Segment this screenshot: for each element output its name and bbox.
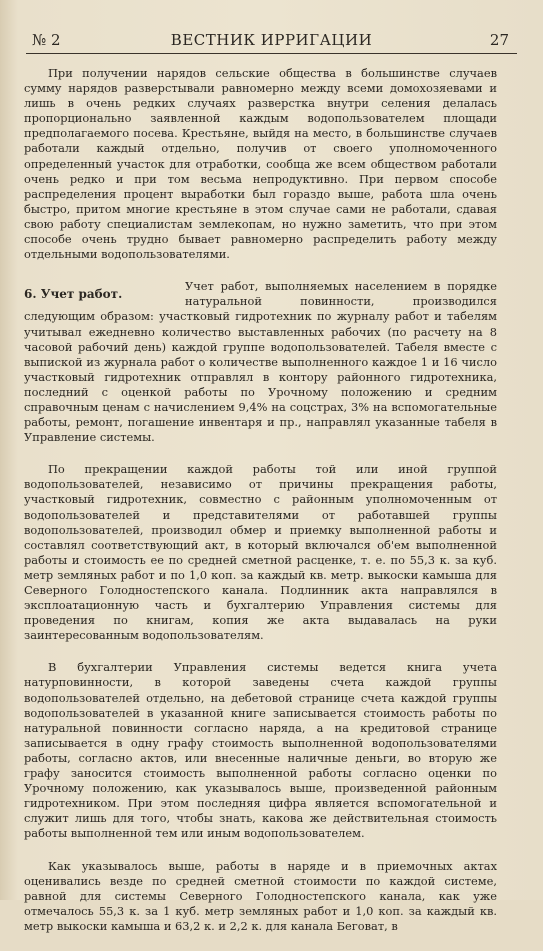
paragraph-2: Учет работ, выполняемых населением в порядке натуральной повинности, производился следующим образом: участковый гидротехник по журналу работ и табелям учитывал ежедневно количество выставленных рабочих (по расчету на 8 часовой рабочий день) каждой группе водопользователей. Табеля вместе с выпиской из журнала работ о количестве выполненного каждое 1 и 16 число участковый гидротехник отправлял в контору районного гидротехника, последний с оценкой работы по Урочному положению и средним справочным ценам с начислением 9,4% на соцстрах, 3% на вспомогательные работы, ремонт, погашение инвентаря и пр., направлял указанные табеля в Управление системы.	[24, 279, 497, 445]
paragraph-1: При получении нарядов сельские общества в большинстве случаев сумму нарядов разверстывали равномерно между всеми домохозяевами и лишь в очень редких случаях разверстка внутри селения делалась пропорционально заявленной каждым водопользователем площади предполагаемого посева. Крестьяне, выйдя на место, в большинстве случаев работали каждый отдельно, получив от своего уполномоченного определенный участок для отработки, сообща же всем обществом работали очень редко и при том весьма непродуктивно. При первом способе распределения процент выработки был гораздо выше, работа шла очень быстро, притом многие крестьяне в этом случае сами не работали, сдавая свою работу специалистам землекопам, но нужно заметить, что при этом способе очень трудно бывает равномерно распределить работу между отдельными водопользователями.	[24, 66, 497, 262]
paragraph-3: По прекращении каждой работы той или иной группой водопользователей, независимо от причины прекращения работы, участковый гидротехник, совместно с районным уполномоченным от водопользователей и представителями от работавшей группы водопользователей, производил обмер и приемку выполненной работы и составлял соответствующий акт, в который включался об'ем выполненной работы и стоимость ее по средней сметной расценке, т. е. по 55,3 к. за куб. метр земляных работ и по 1,0 коп. за каждый кв. метр. выкоски камыша для Северного Голодностепского канала. Подлинник акта направлялся в эксплоатационную часть и бухгалтерию Управления системы для проведения по книгам, копия же акта выдавалась на руки заинтересованным водопользователям.	[24, 462, 497, 643]
running-header	[26, 29, 517, 54]
issue-number: № 2	[32, 31, 61, 49]
page-number: 27	[489, 31, 509, 49]
paragraph-4: В бухгалтерии Управления системы ведется книга учета натурповинности, в которой заведены счета каждой группы водопользователей отдельно, на дебетовой странице счета каждой группы водопользователей в указанной книге записывается стоимость работы по натуральной повинности согласно наряда, а на кредитовой странице записывается в одну графу стоимость выполненной водопользователями работы, согласно актов, или внесенные наличные деньги, во вторую же графу заносится стоимость выполненной работы согласно оценки по Урочному положению, как указывалось выше, произведенной районным гидротехником. При этом последняя цифра является вспомогательной и служит лишь для того, чтобы знать, какова же действительная стоимость работы выполненной тем или иным водопользователем.	[24, 660, 497, 841]
section-heading: 6. Учет работ.	[24, 287, 123, 302]
journal-title: ВЕСТНИК ИРРИГАЦИИ	[170, 31, 373, 49]
article-body	[24, 66, 497, 951]
paragraph-5: Как указывалось выше, работы в наряде и в приемочных актах оценивались везде по средней сметной стоимости по каждой системе, равной для системы Северного Голодностепского канала, как уже отмечалось 55,3 к. за 1 куб. метр земляных работ и 1,0 коп. за каждый кв. метр выкоски камыша и 63,2 к. и 2,2 к. для канала Беговат, в	[24, 858, 497, 933]
